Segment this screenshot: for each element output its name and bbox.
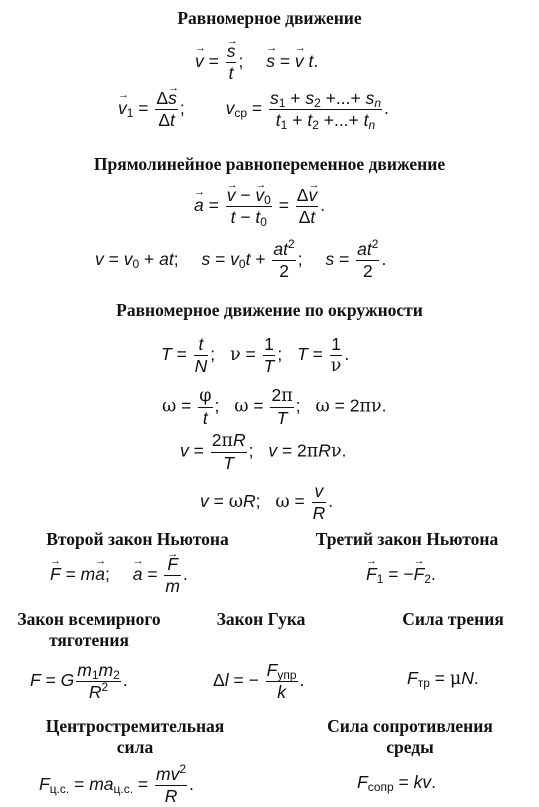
- heading-newton-third-law: Третий закон Ньютона: [315, 529, 499, 549]
- heading-centripetal-force-line2: сила: [116, 737, 154, 757]
- formula-acceleration: → a = → $\frac{v - \to v_0}{t - t_0}$ = $\frac{\Delta\to v}{\Delta t}$ .: [194, 185, 325, 228]
- heading-uniform-motion: Равномерное движение: [177, 8, 362, 28]
- heading-universal-gravitation-line1: Закон всемирного: [17, 609, 161, 629]
- heading-universal-gravitation-line2: тяготения: [49, 630, 129, 650]
- formula-angular-velocity: ω = $\frac{\varphi}{t}$ ; ω = $\frac{2\pi}{T}$ ; ω = 2πν.: [162, 385, 387, 428]
- formula-hooke: Δl = − $F_{упр}$ k .: [213, 660, 305, 702]
- formula-linear-speed: v = $\frac{2\pi R}{T}$ ; v = 2πRν.: [180, 430, 347, 473]
- formula-period-frequency: T = $\frac{t}{N}$ ; ν = $\frac{1}{T}$ ; T = $\frac{1}{\nu}$ .: [161, 334, 350, 376]
- formula-centripetal: $F_{ц.с.} = ma_{ц.с.}$ = $\frac{mv^2}{R}$ .: [39, 762, 194, 806]
- heading-drag-force-line2: среды: [386, 737, 434, 757]
- heading-centripetal-force-line1: Центростремительная: [45, 716, 225, 736]
- heading-drag-force-line1: Сила сопротивления: [327, 716, 493, 736]
- heading-drag-force: [300, 716, 520, 758]
- heading-newton-second-law: Второй закон Ньютона: [46, 529, 229, 549]
- formula-newton-second: → F = m→ a; → a = → $\frac{F}{m}$ .: [50, 554, 188, 597]
- formula-drag: $F_{сопр}$ = kv.: [357, 772, 437, 794]
- formula-kinematics: $v = v_0$ + at; $s = v_0t$ + $\frac{at^2}{2}$ ; s = $\frac{at^2}{2}$ .: [95, 237, 387, 281]
- heading-hooke-law: Закон Гука: [216, 609, 306, 629]
- formula-speed-omega: v = ωR; ω = $\frac{v}{R}$ .: [200, 481, 334, 523]
- formula-velocity-uniform: → v = → $\frac{s}{t}$ ; → s = → v t.: [195, 41, 318, 84]
- formula-newton-third: → $F_1$ = −→ $F_2$.: [366, 566, 436, 584]
- formula-average-velocity: → $v_1$ = $\frac{\Delta\to s}{\Delta t}$ ; $v_{ср}$ = $\frac{s_1 + s_2 +...+ s_n}{t_1 + t_2 +...+ t_n}$ .: [118, 88, 389, 131]
- formula-friction: $F_{тр} = \mu N$.: [407, 668, 479, 690]
- heading-accelerated-motion: Прямолинейное равнопеременное движение: [93, 154, 446, 174]
- heading-friction-force: Сила трения: [402, 609, 504, 629]
- heading-universal-gravitation: [0, 609, 178, 651]
- formula-gravitation: F = G $\frac{m_1m_2}{R^2}$ .: [30, 660, 128, 702]
- heading-circular-motion: Равномерное движение по окружности: [116, 300, 423, 320]
- heading-centripetal-force: [20, 716, 250, 758]
